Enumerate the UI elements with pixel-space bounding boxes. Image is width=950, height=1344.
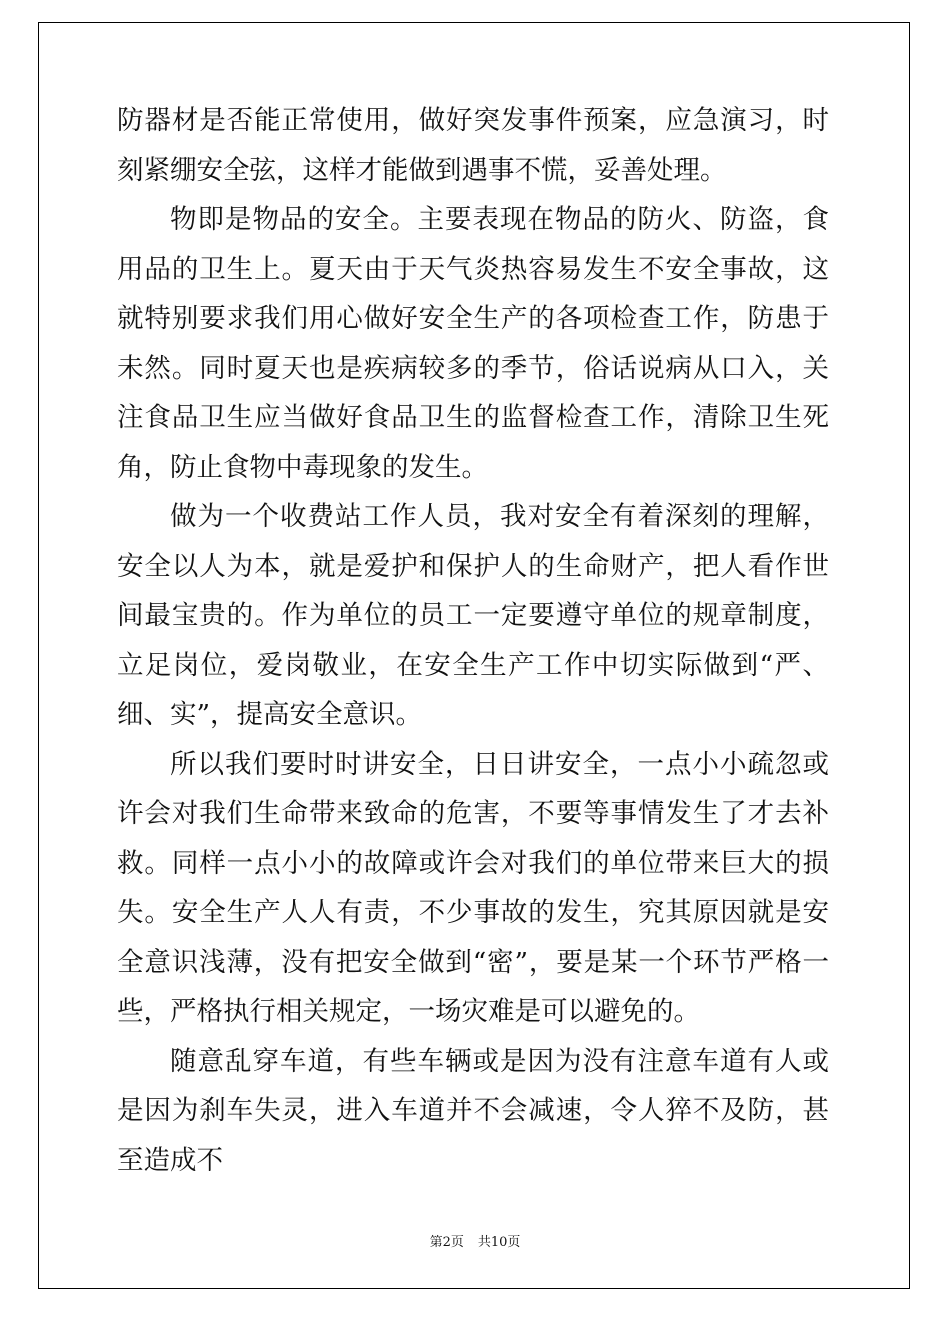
page-total: 共10页 (477, 1235, 521, 1250)
paragraph-3: 做为一个收费站工作人员，我对安全有着深刻的理解，安全以人为本，就是爱护和保护人的生命财产，把人看作世间最宝贵的。作为单位的员工一定要遵守单位的规章制度，立足岗位，爱岗敬业，在安全生产工作中切实际做到“严、细、实”，提高安全意识。 (117, 501, 829, 730)
paragraph-2: 物即是物品的安全。主要表现在物品的防火、防盗，食用品的卫生上。夏天由于天气炎热容易发生不安全事故，这就特别要求我们用心做好安全生产的各项检查工作，防患于未然。同时夏天也是疾病较多的季节，俗话说病从口入，关注食品卫生应当做好食品卫生的监督检查工作，清除卫生死角，防止食物中毒现象的发生。 (117, 204, 829, 483)
paragraph-1: 防器材是否能正常使用，做好突发事件预案，应急演习，时刻紧绷安全弦，这样才能做到遇事不慌，妥善处理。 (117, 105, 829, 186)
page-number: 第2页 (429, 1235, 464, 1250)
paragraph-5: 随意乱穿车道，有些车辆或是因为没有注意车道有人或是因为刹车失灵，进入车道并不会减速，令人猝不及防，甚至造成不 (117, 1045, 829, 1176)
page-footer (0, 1233, 950, 1253)
document-body (117, 96, 829, 1185)
paragraph-4: 所以我们要时时讲安全，日日讲安全，一点小小疏忽或许会对我们生命带来致命的危害，不要等事情发生了才去补救。同样一点小小的故障或许会对我们的单位带来巨大的损失。安全生产人人有责，不少事故的发生，究其原因就是安全意识浅薄，没有把安全做到“密”，要是某一个环节严格一些，严格执行相关规定，一场灾难是可以避免的。 (117, 748, 829, 1027)
